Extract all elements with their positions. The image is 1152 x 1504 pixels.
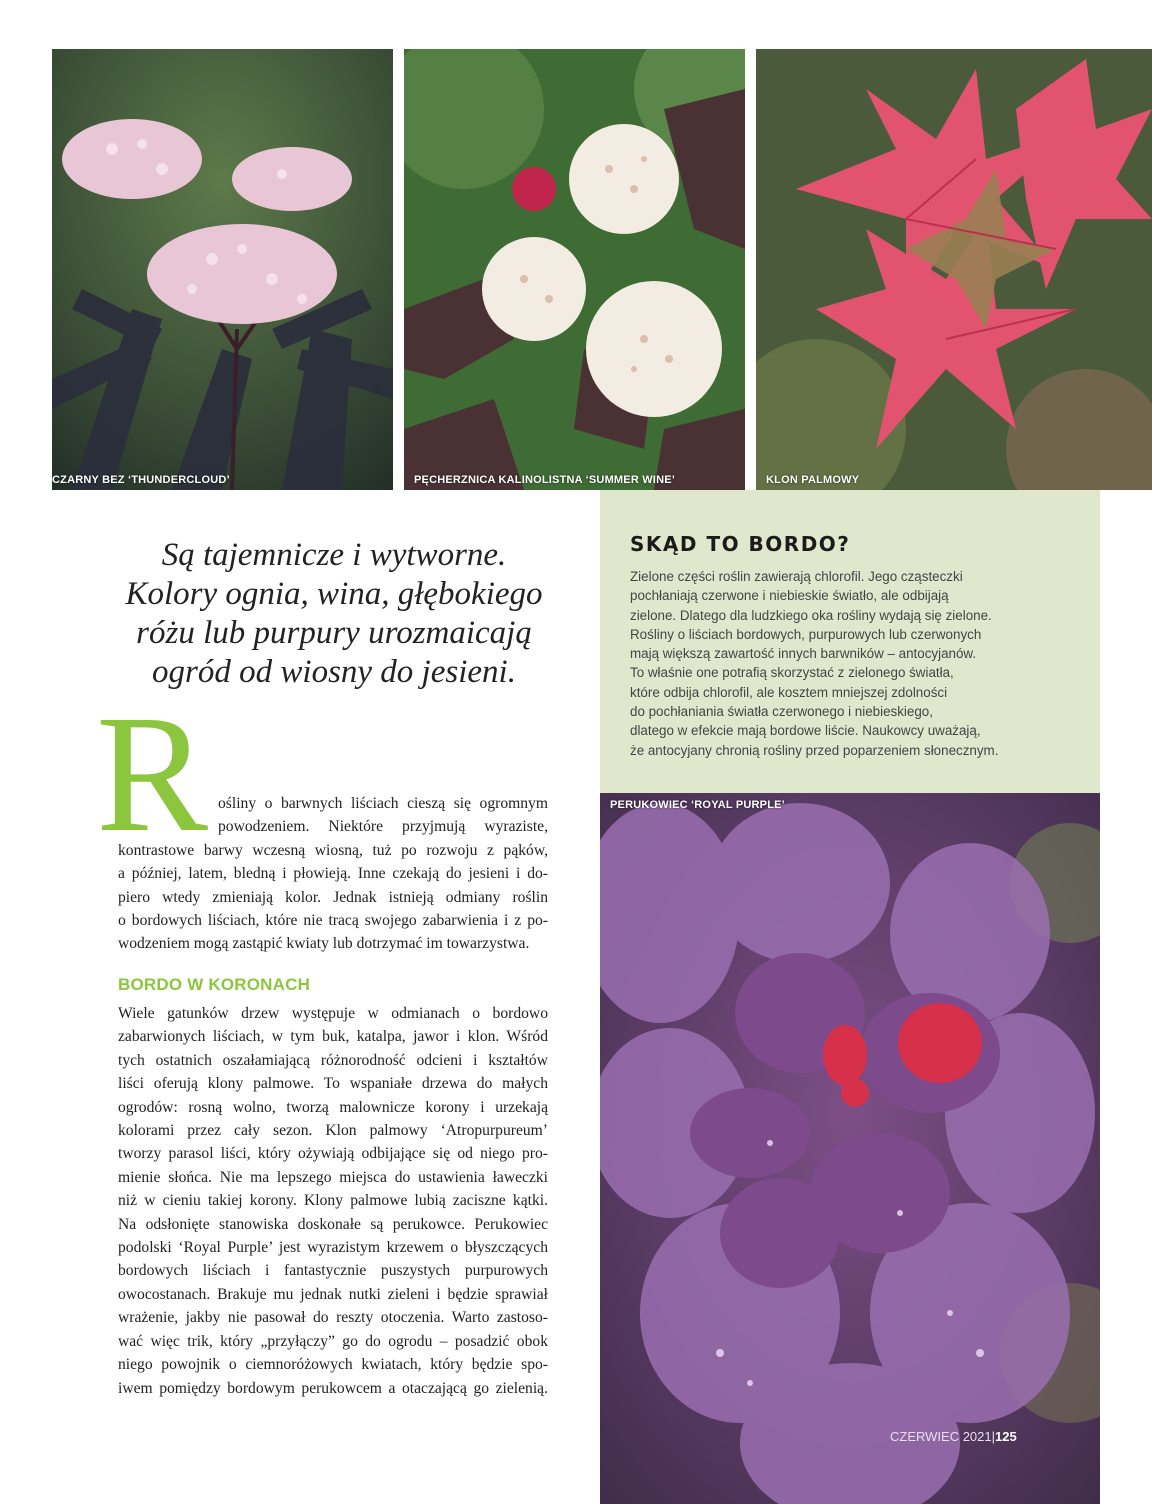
body-line: powodzeniem. Niektóre przyjmują wyraziste, [218, 818, 548, 836]
lead-line: ogród od wiosny do jesieni. [152, 654, 516, 690]
photo-black-elder [52, 49, 393, 490]
issue-label: CZERWIEC 2021 [890, 1429, 992, 1444]
sidebar-line: zielone. Dlatego dla ludzkiego oka rośliny wydają się zielone. [630, 607, 992, 623]
body-line: a później, latem, bledną i płowieją. Inne czekają do jesieni i do- [118, 865, 548, 883]
black-elder-image [52, 49, 393, 490]
body-line: iwem pomiędzy bordowym perukowcem a otaczającą go zielenią. [118, 1379, 548, 1397]
lead-line: Są tajemnicze i wytworne. [161, 537, 507, 573]
body-line: Na odsłonięte stanowiska doskonałe są perukowce. Perukowiec [118, 1215, 548, 1233]
body-line: piero wtedy zmieniają kolor. Jednak istnieją odmiany roślin [118, 888, 548, 906]
sidebar-line: do pochłaniania światła czerwonego i niebieskiego, [630, 704, 933, 720]
drop-cap: R [96, 681, 209, 867]
sidebar-line: dlatego w efekcie mają bordowe liście. Naukowcy uważają, [630, 723, 981, 739]
body-line: o bordowych liściach, które nie tracą swojego zabarwienia i z po- [118, 912, 548, 930]
article-section [118, 1002, 548, 1400]
body-line: zabarwionych liściach, w tym buk, katalpa, jawor i klon. Wśród [118, 1028, 548, 1046]
lead-line: Kolory ognia, wina, głębokiego [125, 576, 543, 612]
body-line: tworzy parasol liści, który ożywiają odbijające się od niego pro- [118, 1145, 548, 1163]
sidebar-text [630, 567, 1070, 760]
sidebar-line: Zielone części roślin zawierają chlorofil. Jego cząsteczki [630, 569, 963, 584]
photo-caption: PĘCHERZNICA KALINOLISTNA ‘SUMMER WINE’ [414, 474, 676, 486]
body-line: kontrastowe barwy wczesną wiosną, tuż po rozwoju z pąków, [118, 841, 548, 859]
lead-line: różu lub purpury urozmaicają [136, 615, 532, 651]
section-heading: BORDO W KORONACH [118, 975, 311, 994]
page-folio [890, 1429, 1017, 1444]
photo-caption: KLON PALMOWY [766, 474, 860, 486]
photo-palm-maple [756, 49, 1152, 490]
article-intro [118, 792, 548, 956]
sidebar-line: że antocyjany chronią rośliny przed poparzeniem słonecznym. [630, 742, 999, 758]
photo-smoke-bush [600, 793, 1100, 1504]
photo-ninebark [404, 49, 745, 490]
sidebar-box [600, 490, 1100, 793]
body-line: niego powojnik o ciemnoróżowych kwiatach, który będzie spo- [118, 1356, 548, 1374]
photo-caption: PERUKOWIEC ‘ROYAL PURPLE’ [610, 799, 785, 811]
sidebar-line: mają większą zawartość innych barwników – antocyjanów. [630, 646, 977, 662]
lead-quote [104, 536, 564, 692]
ninebark-image [404, 49, 745, 490]
page-number: 125 [995, 1429, 1017, 1444]
body-line: kolorami przez cały sezon. Klon palmowy ‘Atropurpureum’ [118, 1122, 548, 1140]
body-line: bordowych liściach i fantastycznie puszystych purpurowych [118, 1262, 548, 1280]
body-line: ogrodów: rosną wolno, tworzą malownicze korony i urzekają [118, 1098, 548, 1116]
body-line: liści oferują klony palmowe. To wspaniałe drzewa do małych [118, 1075, 548, 1093]
body-line: tych ostatnich oszałamiającą różnorodność odcieni i kształtów [118, 1051, 548, 1069]
sidebar-line: Rośliny o liściach bordowych, purpurowych lub czerwonych [630, 626, 982, 642]
body-line: wać więc trik, który „przyłączy” go do ogrodu – posadzić obok [118, 1332, 548, 1350]
body-line: Wiele gatunków drzew występuje w odmianach o bordowo [118, 1005, 548, 1022]
body-line: wodzeniem mogą zastąpić kwiaty lub dotrzymać im towarzystwa. [118, 935, 530, 953]
photo-caption: CZARNY BEZ ‘THUNDERCLOUD’ [52, 474, 230, 486]
smoke-bush-image [600, 793, 1100, 1504]
sidebar-line: które odbija chlorofil, ale kosztem mniejszej zdolności [630, 684, 948, 700]
sidebar-line: To właśnie one potrafią skorzystać z zielonego światła, [630, 665, 954, 681]
sidebar-title: SKĄD TO BORDO? [630, 532, 851, 556]
body-line: podolski ‘Royal Purple’ jest wyrazistym krzewem o błyszczących [118, 1239, 548, 1257]
palm-maple-image [756, 49, 1152, 490]
body-line: ośliny o barwnych liściach cieszą się ogromnym [218, 795, 548, 812]
body-line: niż w cieniu takiej korony. Klony palmowe lubią zaciszne kątki. [118, 1192, 548, 1210]
folio-separator: | [991, 1429, 996, 1444]
sidebar-line: pochłaniają czerwone i niebieskie światło, ale odbijają [630, 588, 949, 604]
body-line: owocostanach. Brakuje mu jednak nutki zieleni i będzie sprawiał [118, 1285, 548, 1303]
body-line: wrażenie, jakby nie pasował do reszty otoczenia. Warto zastoso- [118, 1309, 548, 1327]
body-line: mienie słońca. Nie ma lepszego miejsca do ustawienia ławeczki [118, 1168, 548, 1186]
